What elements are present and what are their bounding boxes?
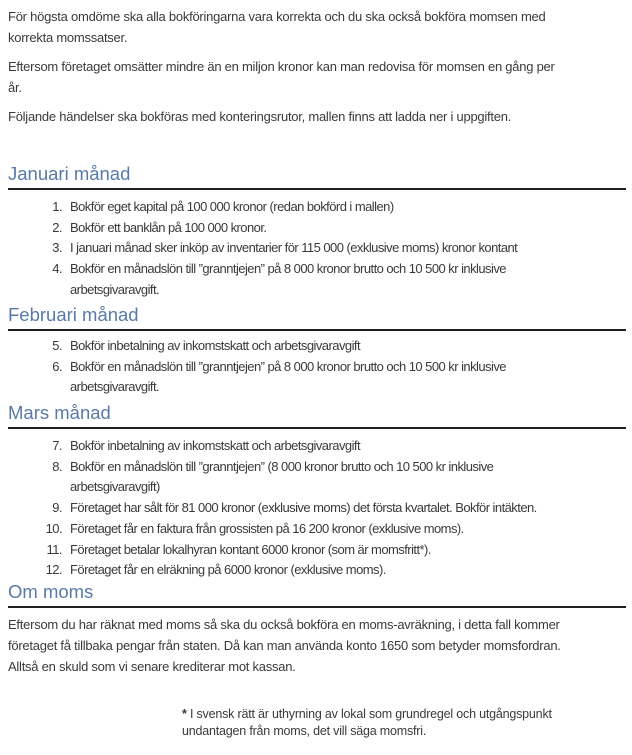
list-item-text: Bokför eget kapital på 100 000 kronor (redan bokförd i mallen): [70, 199, 394, 214]
list-item-text: Företaget får en faktura från grossisten på 16 200 kronor (exklusive moms).: [70, 520, 464, 536]
list-item-text: Bokför en månadslön till ”granntjejen” på 8 000 kronor brutto och 10 500 kr inklusive: [70, 261, 506, 277]
list-item-number: 3.: [52, 240, 62, 256]
text-line: år.: [8, 80, 22, 95]
footnote-line-1: [182, 706, 602, 723]
list-item-number: 8.: [52, 458, 62, 474]
list-item-text: Företaget betalar lokalhyran kontant 6000 kronor (som är momsfritt*).: [70, 541, 431, 557]
om-moms-paragraph: [8, 614, 561, 677]
list-item: [8, 540, 632, 561]
footnote-text: I svensk rätt är uthyrning av lokal som grundregel och utgångspunkt: [189, 707, 552, 721]
list-item-number: 12.: [45, 562, 62, 578]
footnote: [182, 706, 602, 739]
list-item: [8, 457, 632, 478]
text-line: företaget få tillbaka pengar från staten. Då kan man använda konto 1650 som betyder momsfordran.: [8, 638, 561, 653]
list-item-text: Bokför inbetalning av inkomstskatt och arbetsgivaravgift: [70, 338, 361, 353]
list-item-text: Bokför en månadslön till ”granntjejen” på 8 000 kronor brutto och 10 500 kr inklusive: [70, 358, 506, 374]
list-item: [8, 560, 632, 581]
list-item-number: 1.: [52, 199, 62, 214]
list-item: [8, 218, 632, 239]
footnote-marker: *: [182, 707, 187, 721]
text-line: Eftersom företaget omsätter mindre än en miljon kronor kan man redovisa för momsen en gång per: [8, 59, 555, 74]
list-item-text: Företaget har sålt för 81 000 kronor (exklusive moms) det första kvartalet. Bokför intäkten.: [70, 500, 537, 516]
list-item-number: 4.: [52, 261, 62, 277]
text-line: För högsta omdöme ska alla bokföringarna vara korrekta och du ska också bokföra momsen med: [8, 9, 546, 24]
section-heading-januari: Januari månad: [8, 163, 626, 190]
list-item: [8, 498, 632, 519]
list-item-text: Bokför en månadslön till ”granntjejen” (8 000 kronor brutto och 10 500 kr inklusive: [70, 458, 494, 474]
list-item-number: 10.: [45, 520, 62, 536]
section-heading-om-moms: Om moms: [8, 581, 626, 608]
section-heading-februari: Februari månad: [8, 304, 626, 331]
list-item-number: 6.: [52, 358, 62, 374]
intro-paragraph-1: [8, 6, 546, 48]
list-item-continuation: arbetsgivaravgift.: [70, 379, 160, 395]
list-item-continuation: arbetsgivaravgift.: [70, 281, 160, 297]
list-item-continuation: arbetsgivaravgift): [70, 479, 160, 495]
list-item: [8, 336, 632, 357]
list-item-text: Företaget får en elräkning på 6000 kronor (exklusive moms).: [70, 562, 386, 578]
list-item: [8, 436, 632, 457]
list-item-number: 11.: [46, 541, 62, 557]
list-item-text: I januari månad sker inköp av inventarier för 115 000 (exklusive moms) kronor kontant: [70, 240, 518, 256]
text-line: korrekta momssatser.: [8, 30, 128, 45]
list-item: [8, 357, 632, 378]
section-heading-mars: Mars månad: [8, 402, 626, 429]
list-item: [8, 197, 632, 218]
text-line: Alltså en skuld som vi senare krediterar mot kassan.: [8, 659, 296, 674]
list-item: [8, 238, 632, 259]
januari-list: [8, 197, 632, 301]
text-line: Eftersom du har räknat med moms så ska du också bokföra en moms-avräkning, i detta fall kommer: [8, 617, 560, 632]
intro-paragraph-2: [8, 56, 555, 98]
list-item: [8, 259, 632, 280]
text-line: Följande händelser ska bokföras med konteringsrutor, mallen finns att ladda ner i uppgiften.: [8, 109, 512, 124]
list-item-number: 5.: [52, 338, 62, 353]
list-item-text: Bokför inbetalning av inkomstskatt och arbetsgivaravgift: [70, 438, 361, 453]
list-item: [8, 519, 632, 540]
list-item-text: Bokför ett banklån på 100 000 kronor.: [70, 219, 267, 235]
mars-list: [8, 436, 632, 581]
list-item-number: 9.: [52, 500, 62, 516]
list-item-number: 2.: [52, 219, 62, 235]
footnote-line-2: undantagen från moms, det vill säga momsfri.: [182, 723, 427, 738]
list-item-number: 7.: [52, 438, 62, 453]
intro-paragraph-3: [8, 106, 511, 127]
februari-list: [8, 336, 632, 398]
